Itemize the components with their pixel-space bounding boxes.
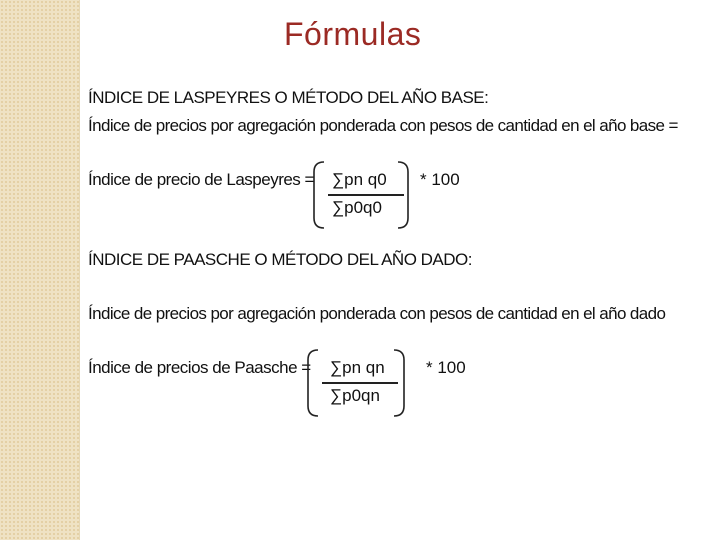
slide-title: Fórmulas xyxy=(284,16,422,52)
paasche-right-paren xyxy=(392,348,406,418)
paasche-denominator: ∑p0qn xyxy=(330,386,380,405)
paasche-fraction-bar xyxy=(322,382,398,384)
paasche-numerator: ∑pn qn xyxy=(330,358,385,377)
laspeyres-multiplier: * 100 xyxy=(420,170,460,189)
laspeyres-heading: ÍNDICE DE LASPEYRES O MÉTODO DEL AÑO BASE: xyxy=(88,88,489,107)
paasche-left-paren xyxy=(306,348,320,418)
laspeyres-left-paren xyxy=(312,160,326,230)
paasche-formula-label: Índice de precios de Paasche = xyxy=(88,358,311,377)
paasche-description: Índice de precios por agregación ponderada con pesos de cantidad en el año dado xyxy=(88,304,666,323)
decorative-side-strip xyxy=(0,0,80,540)
laspeyres-numerator: ∑pn q0 xyxy=(332,170,387,189)
laspeyres-description: Índice de precios por agregación ponderada con pesos de cantidad en el año base = xyxy=(88,116,678,135)
laspeyres-fraction-bar xyxy=(328,194,404,196)
laspeyres-formula-label: Índice de precio de Laspeyres = xyxy=(88,170,314,189)
paasche-multiplier: * 100 xyxy=(426,358,466,377)
paasche-heading: ÍNDICE DE PAASCHE O MÉTODO DEL AÑO DADO: xyxy=(88,250,472,269)
laspeyres-right-paren xyxy=(396,160,410,230)
laspeyres-denominator: ∑p0q0 xyxy=(332,198,382,217)
